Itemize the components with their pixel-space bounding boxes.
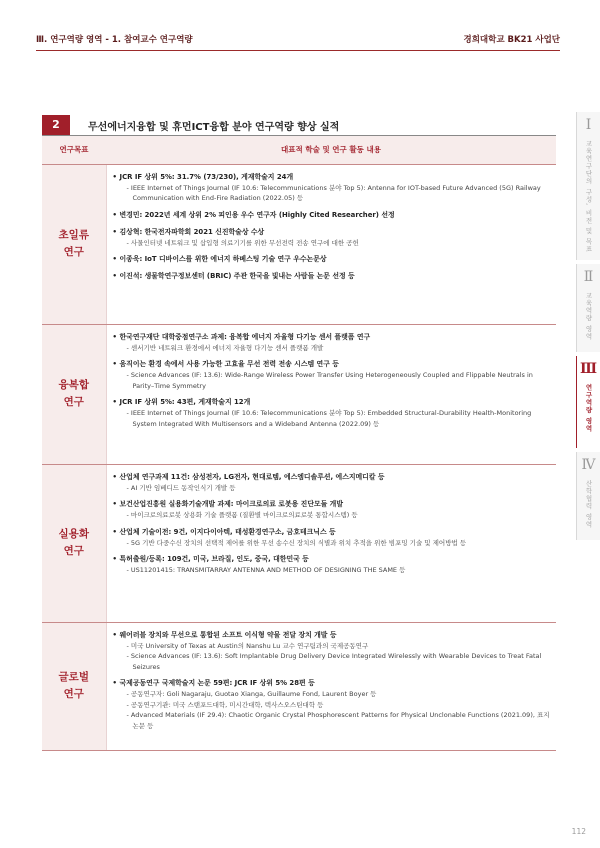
- row-goal-line1: 실용화: [58, 528, 89, 540]
- bullet-main-text: • JCR IF 상위 5%: 43편, 게재학술지 12개: [113, 397, 551, 408]
- list-item: [113, 499, 551, 521]
- list-item: [113, 227, 551, 249]
- row-content: [106, 324, 556, 464]
- row-goal-line1: 글로벌: [58, 671, 89, 683]
- column-header-content: 대표적 학술 및 연구 활동 내용: [106, 136, 556, 164]
- header-divider: [36, 50, 560, 51]
- row-goal-line2: 연구: [63, 545, 84, 557]
- header-org: 경희대학교 BK21 사업단: [463, 35, 560, 45]
- bullet-main-text: • 산업체 기술이전: 9건, 이지다이아텍, 태성환경연구소, 금호테크닉스 등: [113, 527, 551, 538]
- list-item: [113, 397, 551, 429]
- list-item: [113, 472, 551, 494]
- row-goal: [42, 622, 106, 750]
- list-item: [113, 554, 551, 576]
- side-tab-label: 교육연구단의 구성, 비전 및 목표: [584, 140, 593, 253]
- bullet-main-text: • 이진석: 생물학연구정보센터 (BRIC) 주관 한국을 빛내는 사람들 논문 선정 등: [113, 271, 551, 282]
- bullet-sub-text: - Advanced Materials (IF 29.4): Chaotic Organic Crystal Phosphorescent Patterns for Physical Unclonable Functions (2021.09), 표지논문 등: [126, 711, 550, 730]
- row-goal: [42, 164, 106, 324]
- bullet-main-text: • 움직이는 환경 속에서 사용 가능한 고효율 무선 전력 전송 시스템 연구 등: [113, 359, 551, 370]
- side-tab-1[interactable]: [576, 112, 600, 260]
- row-content: [106, 622, 556, 750]
- bullet-sub-text: - Science Advances (IF: 13.6): Soft Implantable Drug Delivery Device Integrated Wirelessly with Wearable Devices to Treat Fatal Seizures: [126, 652, 542, 671]
- table-row: [42, 464, 556, 622]
- list-item: [113, 359, 551, 391]
- table-row: [42, 622, 556, 750]
- side-tab-numeral: Ⅱ: [583, 269, 594, 285]
- side-tab-numeral: Ⅲ: [579, 361, 598, 377]
- bullet-main-text: • 보건산업진흥원 실용화기술개발 과제: 마이크로의료 로봇용 진단모듈 개발: [113, 499, 551, 510]
- bullet-sub-text: - 사물인터넷 네트워크 및 삽입형 의료기기를 위한 무선전력 전송 연구에 대한 공헌: [126, 238, 359, 247]
- section-number-badge: 2: [42, 115, 70, 135]
- page-header: [36, 30, 560, 52]
- bullet-sub-text: - US11201415: TRANSMITARRAY ANTENNA AND METHOD OF DESIGNING THE SAME 등: [126, 566, 406, 574]
- table-row: [42, 324, 556, 464]
- row-goal: [42, 464, 106, 622]
- page-number: 112: [571, 827, 586, 836]
- list-item: [113, 254, 551, 265]
- bullet-main-text: • 웨어러블 장치와 무선으로 통합된 소프트 이식형 약물 전달 장치 개발 등: [113, 630, 551, 641]
- section-title-text: 무선에너지융합 및 휴먼ICT융합 분야 연구역량 향상 실적: [88, 122, 340, 133]
- side-tab-2[interactable]: [576, 264, 600, 352]
- bullet-sub-text: - IEEE Internet of Things Journal (IF 10.6: Telecommunications 분야 Top 5): Antenna for IOT-based Future Advanced (5G) Railway Communication with End-Fire Radiation (2022.05) 등: [126, 183, 541, 202]
- row-goal-line2: 연구: [63, 688, 84, 700]
- table-row: [42, 164, 556, 324]
- row-content: [106, 464, 556, 622]
- list-item: [113, 172, 551, 204]
- row-goal-line1: 융복합: [58, 379, 89, 391]
- list-item: [113, 630, 551, 673]
- bullet-sub-text: - 공동연구자: Goli Nagaraju, Guotao Xianga, Guillaume Fond, Laurent Boyer 등: [126, 690, 377, 698]
- bullet-main-text: • 한국연구재단 대학중점연구소 과제: 융복합 에너지 자율형 다기능 센서 플랫폼 연구: [113, 332, 551, 343]
- bullet-main-text: • JCR IF 상위 5%: 31.7% (73/230), 게재학술지 24개: [113, 172, 551, 183]
- list-item: [113, 271, 551, 282]
- column-header-goal: 연구목표: [42, 136, 106, 164]
- list-item: [113, 527, 551, 549]
- bullet-sub-text: - 마이크로의료로봇 상용화 기술 플랫폼 (질환별 마이크로의료로봇 통합시스템) 등: [126, 511, 358, 519]
- bullet-main-text: • 국제공동연구 국제학술지 논문 59편: JCR IF 상위 5% 28편 등: [113, 678, 551, 689]
- bullet-sub-text: - AI 기반 임베디드 동작인식기 개발 등: [126, 483, 236, 492]
- side-tab-4[interactable]: [576, 452, 600, 540]
- bullet-sub-text: - 공동연구기관: 미국 스탠포드대학, 미시간대학, 텍사스오스틴대학 등: [126, 700, 324, 709]
- side-nav-tabs: [576, 112, 600, 544]
- table-header-row: [42, 136, 556, 164]
- side-tab-label: 교육역량 영역: [584, 292, 593, 341]
- bullet-main-text: • 특허출원/등록: 109건, 미국, 브라질, 인도, 중국, 대한민국 등: [113, 554, 551, 565]
- row-goal-line1: 초일류: [58, 229, 89, 241]
- bullet-sub-text: - IEEE Internet of Things Journal (IF 10.6: Telecommunications 분야 Top 5): Embedded Structural-Durability Health-Monitoring System Integrated With Multisensors and a Wideband Antenna (2022.09) 등: [126, 409, 532, 428]
- row-content: [106, 164, 556, 324]
- side-tab-label: 연구역량 영역: [584, 384, 593, 433]
- bullet-main-text: • 김상혁: 한국전자파학회 2021 신진학술상 수상: [113, 227, 551, 238]
- header-section: Ⅲ. 연구역량 영역 - 1. 참여교수 연구역량: [36, 35, 193, 45]
- bullet-sub-text: - Science Advances (IF: 13.6): Wide-Range Wireless Power Transfer Using Heterogeneously Coupled and Flippable Neutrals in Parity–Time Symmetry: [126, 371, 533, 390]
- bullet-sub-text: - 센서기반 네트워크 환경에서 에너지 자율형 다기능 센서 플랫폼 개발: [126, 343, 324, 352]
- list-item: [113, 678, 551, 731]
- bullet-sub-text: - 미국 University of Texas at Austin의 Nanshu Lu 교수 연구팀과의 국제공동연구: [126, 641, 369, 650]
- side-tab-numeral: Ⅳ: [581, 457, 596, 473]
- row-goal-line2: 연구: [63, 396, 84, 408]
- activity-table: [42, 136, 556, 751]
- row-goal-line2: 연구: [63, 246, 84, 258]
- bullet-main-text: • 이종욱: IoT 디바이스를 위한 에너지 하베스팅 기술 연구 우수논문상: [113, 254, 551, 265]
- bullet-sub-text: - 5G 기반 다중수신 장치의 선택적 제어를 위한 무선 송수신 장치의 식별과 위치 추적을 위한 빔포밍 기술 및 제어방법 등: [126, 538, 467, 547]
- row-goal: [42, 324, 106, 464]
- side-tab-label: 산학협력 영역: [584, 480, 593, 529]
- bullet-main-text: • 변경민: 2022년 세계 상위 2% 피인용 우수 연구자 (Highly Cited Researcher) 선정: [113, 210, 551, 221]
- side-tab-3[interactable]: [576, 356, 600, 448]
- side-tab-numeral: Ⅰ: [585, 117, 592, 133]
- list-item: [113, 210, 551, 221]
- list-item: [113, 332, 551, 354]
- bullet-main-text: • 산업체 연구과제 11건: 삼성전자, LG전자, 현대로템, 에스엠디솔루션, 에스지메디칼 등: [113, 472, 551, 483]
- section-title: [42, 115, 556, 135]
